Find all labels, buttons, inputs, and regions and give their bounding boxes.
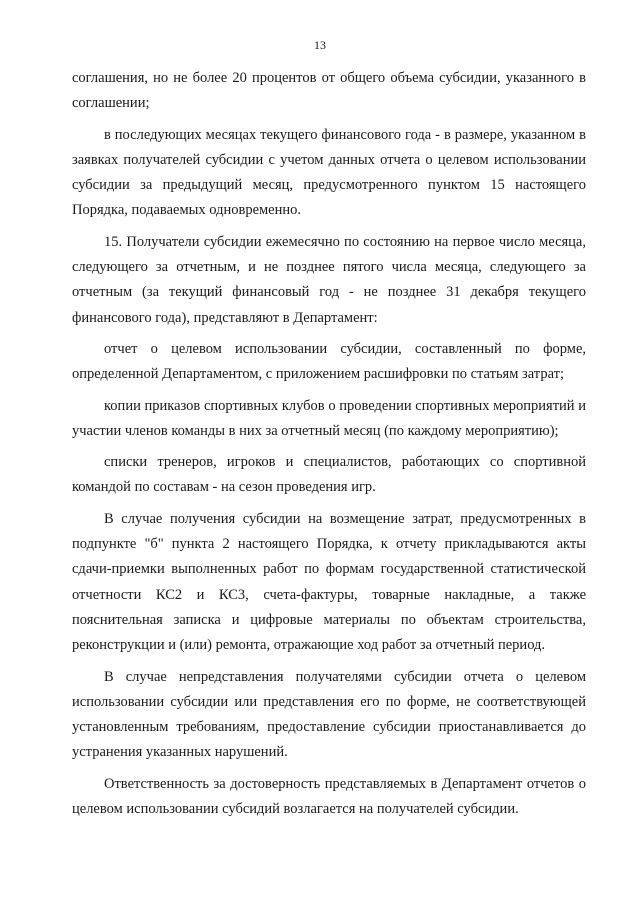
paragraph-6: списки тренеров, игроков и специалистов, работающих со спортивной командой по составам - на сезон проведения игр.: [72, 454, 586, 496]
paragraph-8: В случае непредставления получателями субсидии отчета о целевом использовании субсидии или представления его по форме, не соответствующей установленным требованиям, предоставление субсидии приостанавливается до устранения указанных нарушений.: [72, 668, 586, 761]
paragraph-9: Ответственность за достоверность представляемых в Департамент отчетов о целевом использовании субсидий возлагается на получателей субсидии.: [72, 775, 586, 818]
paragraph-2: в последующих месяцах текущего финансового года - в размере, указанном в заявках получателей субсидии с учетом данных отчета о целевом использовании субсидии за предыдущий месяц, предусмотренного пунктом 15 настоящего Порядка, подаваемых одновременно.: [72, 126, 586, 219]
paragraph-5: копии приказов спортивных клубов о проведении спортивных мероприятий и участии членов команды в них за отчетный месяц (по каждому мероприятию);: [72, 397, 586, 439]
page-number: 13: [314, 38, 326, 52]
paragraph-4: отчет о целевом использовании субсидии, составленный по форме, определенной Департаментом, с приложением расшифровки по статьям затрат;: [72, 340, 586, 383]
paragraph-1: соглашения, но не более 20 процентов от общего объема субсидии, указанного в соглашении;: [72, 70, 586, 112]
paragraph-3: 15. Получатели субсидии ежемесячно по состоянию на первое число месяца, следующего за отчетным, и не позднее пятого числа месяца, следующего за отчетным (за текущий финансовый год - не позднее 31 декабря текущего финансового года), представляют в Департамент:: [72, 233, 586, 326]
document-body: [72, 66, 586, 823]
paragraph-7: В случае получения субсидии на возмещение затрат, предусмотренных в подпункте "б" пункта 2 настоящего Порядка, к отчету прикладываются акты сдачи-приемки выполненных работ по формам государственной статистической отчетности КС2 и КС3, счета-фактуры, товарные накладные, а также пояснительная записка и цифровые материалы по объектам строительства, реконструкции и (или) ремонта, отражающие ход работ за отчетный период.: [72, 510, 586, 654]
